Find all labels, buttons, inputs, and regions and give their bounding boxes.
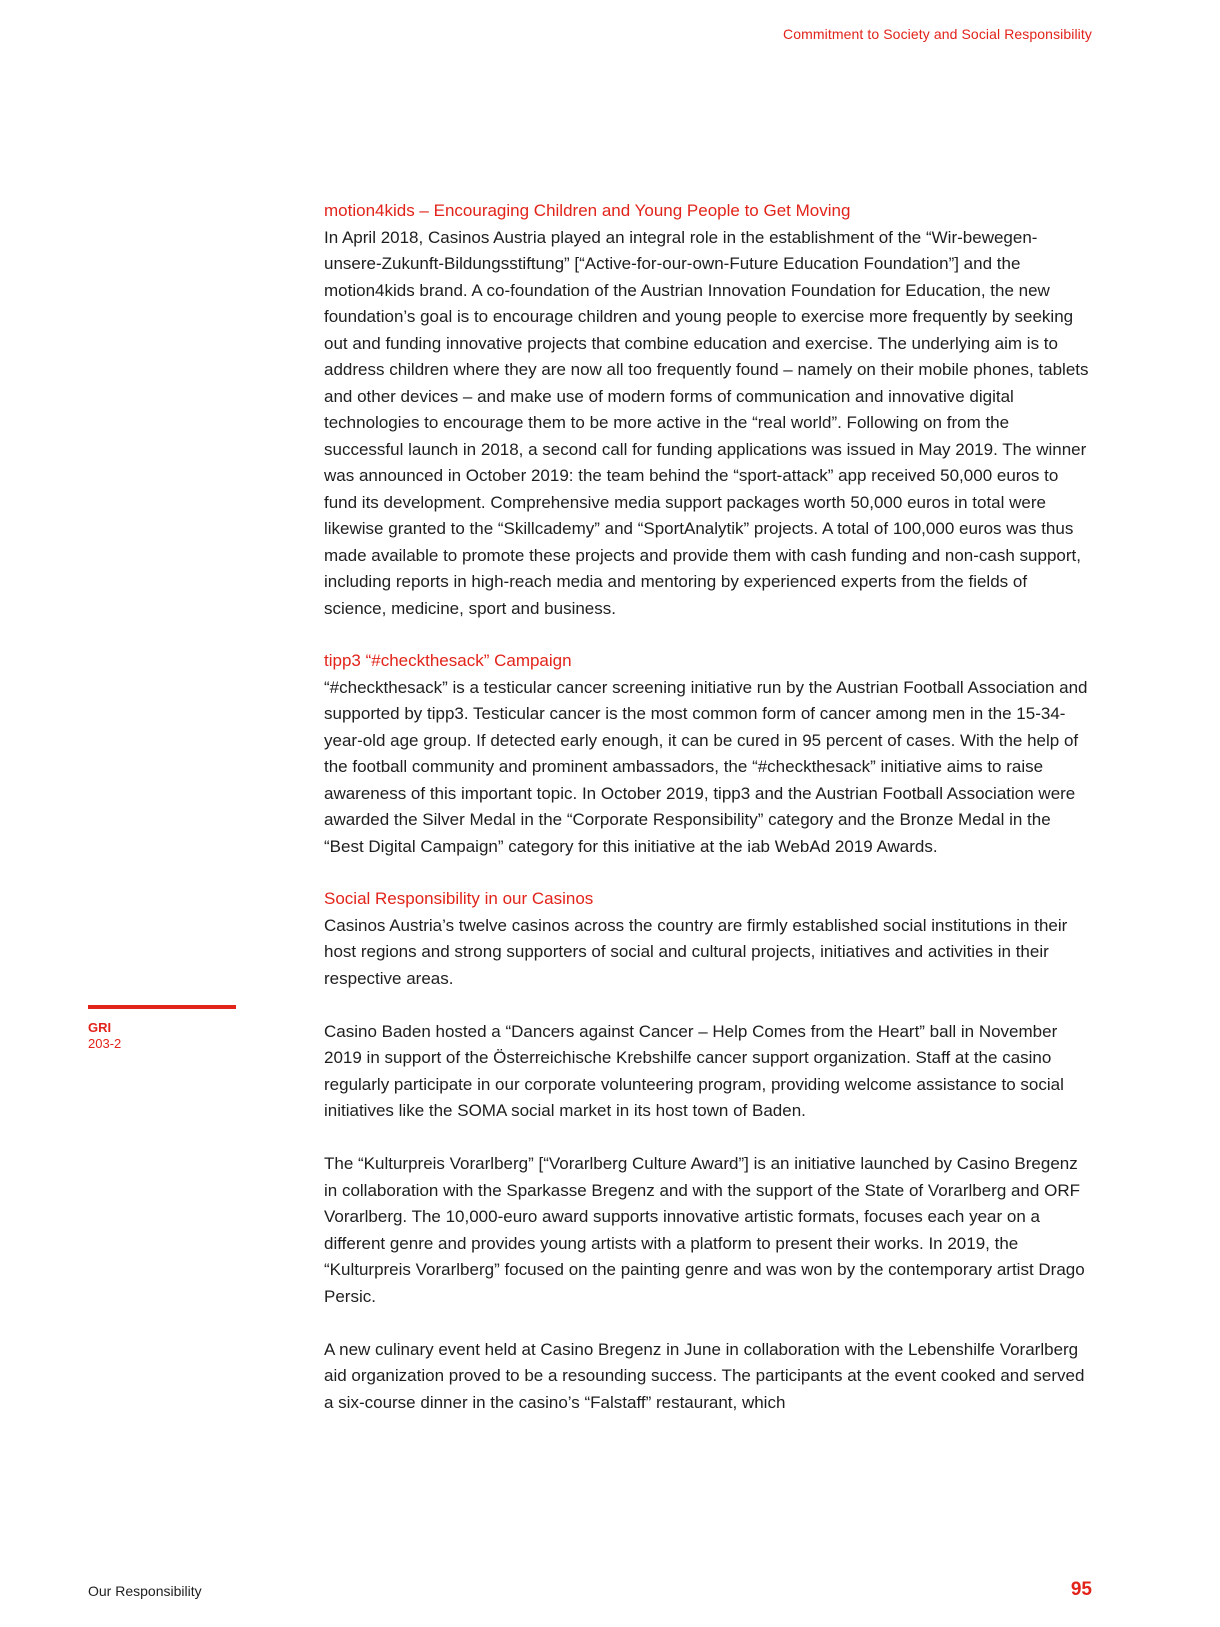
gri-divider-bar bbox=[88, 1005, 236, 1009]
body-paragraph: Casinos Austria’s twelve casinos across the country are firmly established social institutions in their host regions and strong supporters of social and cultural projects, initiatives and activities in their respective areas. bbox=[324, 915, 1068, 988]
gri-label: GRI bbox=[88, 1020, 112, 1035]
running-header-title: Commitment to Society and Social Responsibility bbox=[783, 26, 1092, 42]
page-number: 95 bbox=[1070, 1579, 1092, 1600]
body-paragraph: Casino Baden hosted a “Dancers against Cancer – Help Comes from the Heart” ball in November 2019 in support of the Österreichische Krebshilfe cancer support organization. Staff at the casino regularly participate in our corporate volunteering program, providing welcome assistance to social initiatives like the SOMA social market in its host town of Baden. bbox=[324, 1021, 1064, 1120]
section-heading: tipp3 “#checkthesack” Campaign bbox=[324, 651, 572, 670]
gri-code: 203-2 bbox=[88, 1036, 122, 1051]
section-checkthesack bbox=[324, 648, 1092, 860]
main-text-column bbox=[324, 198, 1092, 1442]
body-paragraph: “#checkthesack” is a testicular cancer screening initiative run by the Austrian Football Association and supported by tipp3. Testicular cancer is the most common form of cancer among men in the 15-34-year-old age group. If detected early enough, it can be cured in 95 percent of cases. With the help of the football community and prominent ambassadors, the “#checkthesack” initiative aims to raise awareness of this important topic. In October 2019, tipp3 and the Austrian Football Association were awarded the Silver Medal in the “Corporate Responsibility” category and the Bronze Medal in the “Best Digital Campaign” category for this initiative at the iab WebAd 2019 Awards. bbox=[324, 677, 1088, 856]
body-paragraph: The “Kulturpreis Vorarlberg” [“Vorarlberg Culture Award”] is an initiative launched by Casino Bregenz in collaboration with the Sparkasse Bregenz and with the support of the State of Vorarlberg and ORF Vorarlberg. The 10,000-euro award supports innovative artistic formats, focuses each year on a different genre and provides young artists with a platform to present their works. In 2019, the “Kulturpreis Vorarlberg” focused on the painting genre and was won by the contemporary artist Drago Persic. bbox=[324, 1154, 1085, 1306]
footer-section-name: Our Responsibility bbox=[88, 1583, 202, 1599]
body-paragraph: In April 2018, Casinos Austria played an integral role in the establishment of the “Wir-bewegen-unsere-Zukunft-Bildungsstiftung” [“Active-for-our-own-Future Education Foundation”] and the motion4kids brand. A co-foundation of the Austrian Innovation Foundation for Education, the new foundation’s goal is to encourage children and young people to exercise more frequently by seeking out and funding innovative projects that combine education and exercise. The underlying aim is to address children where they are now all too frequently found – namely on their mobile phones, tablets and other devices – and make use of modern forms of communication and innovative digital technologies to encourage them to be more active in the “real world”. Following on from the successful launch in 2018, a second call for funding applications was issued in May 2019. The winner was announced in October 2019: the team behind the “sport-attack” app received 50,000 euros to fund its development. Comprehensive media support packages worth 50,000 euros in total were likewise granted to the “Skillcademy” and “SportAnalytik” projects. A total of 100,000 euros was thus made available to promote these projects and provide them with cash funding and non-cash support, including reports in high-reach media and mentoring by experienced experts from the fields of science, medicine, sport and business. bbox=[324, 227, 1089, 618]
section-heading: motion4kids – Encouraging Children and Young People to Get Moving bbox=[324, 201, 851, 220]
body-paragraph: A new culinary event held at Casino Bregenz in June in collaboration with the Lebenshilfe Vorarlberg aid organization proved to be a resounding success. The participants at the event cooked and served a six-course dinner in the casino’s “Falstaff” restaurant, which bbox=[324, 1339, 1085, 1412]
section-social-responsibility-casinos bbox=[324, 886, 1092, 1416]
section-heading: Social Responsibility in our Casinos bbox=[324, 889, 594, 908]
section-motion4kids bbox=[324, 198, 1092, 622]
